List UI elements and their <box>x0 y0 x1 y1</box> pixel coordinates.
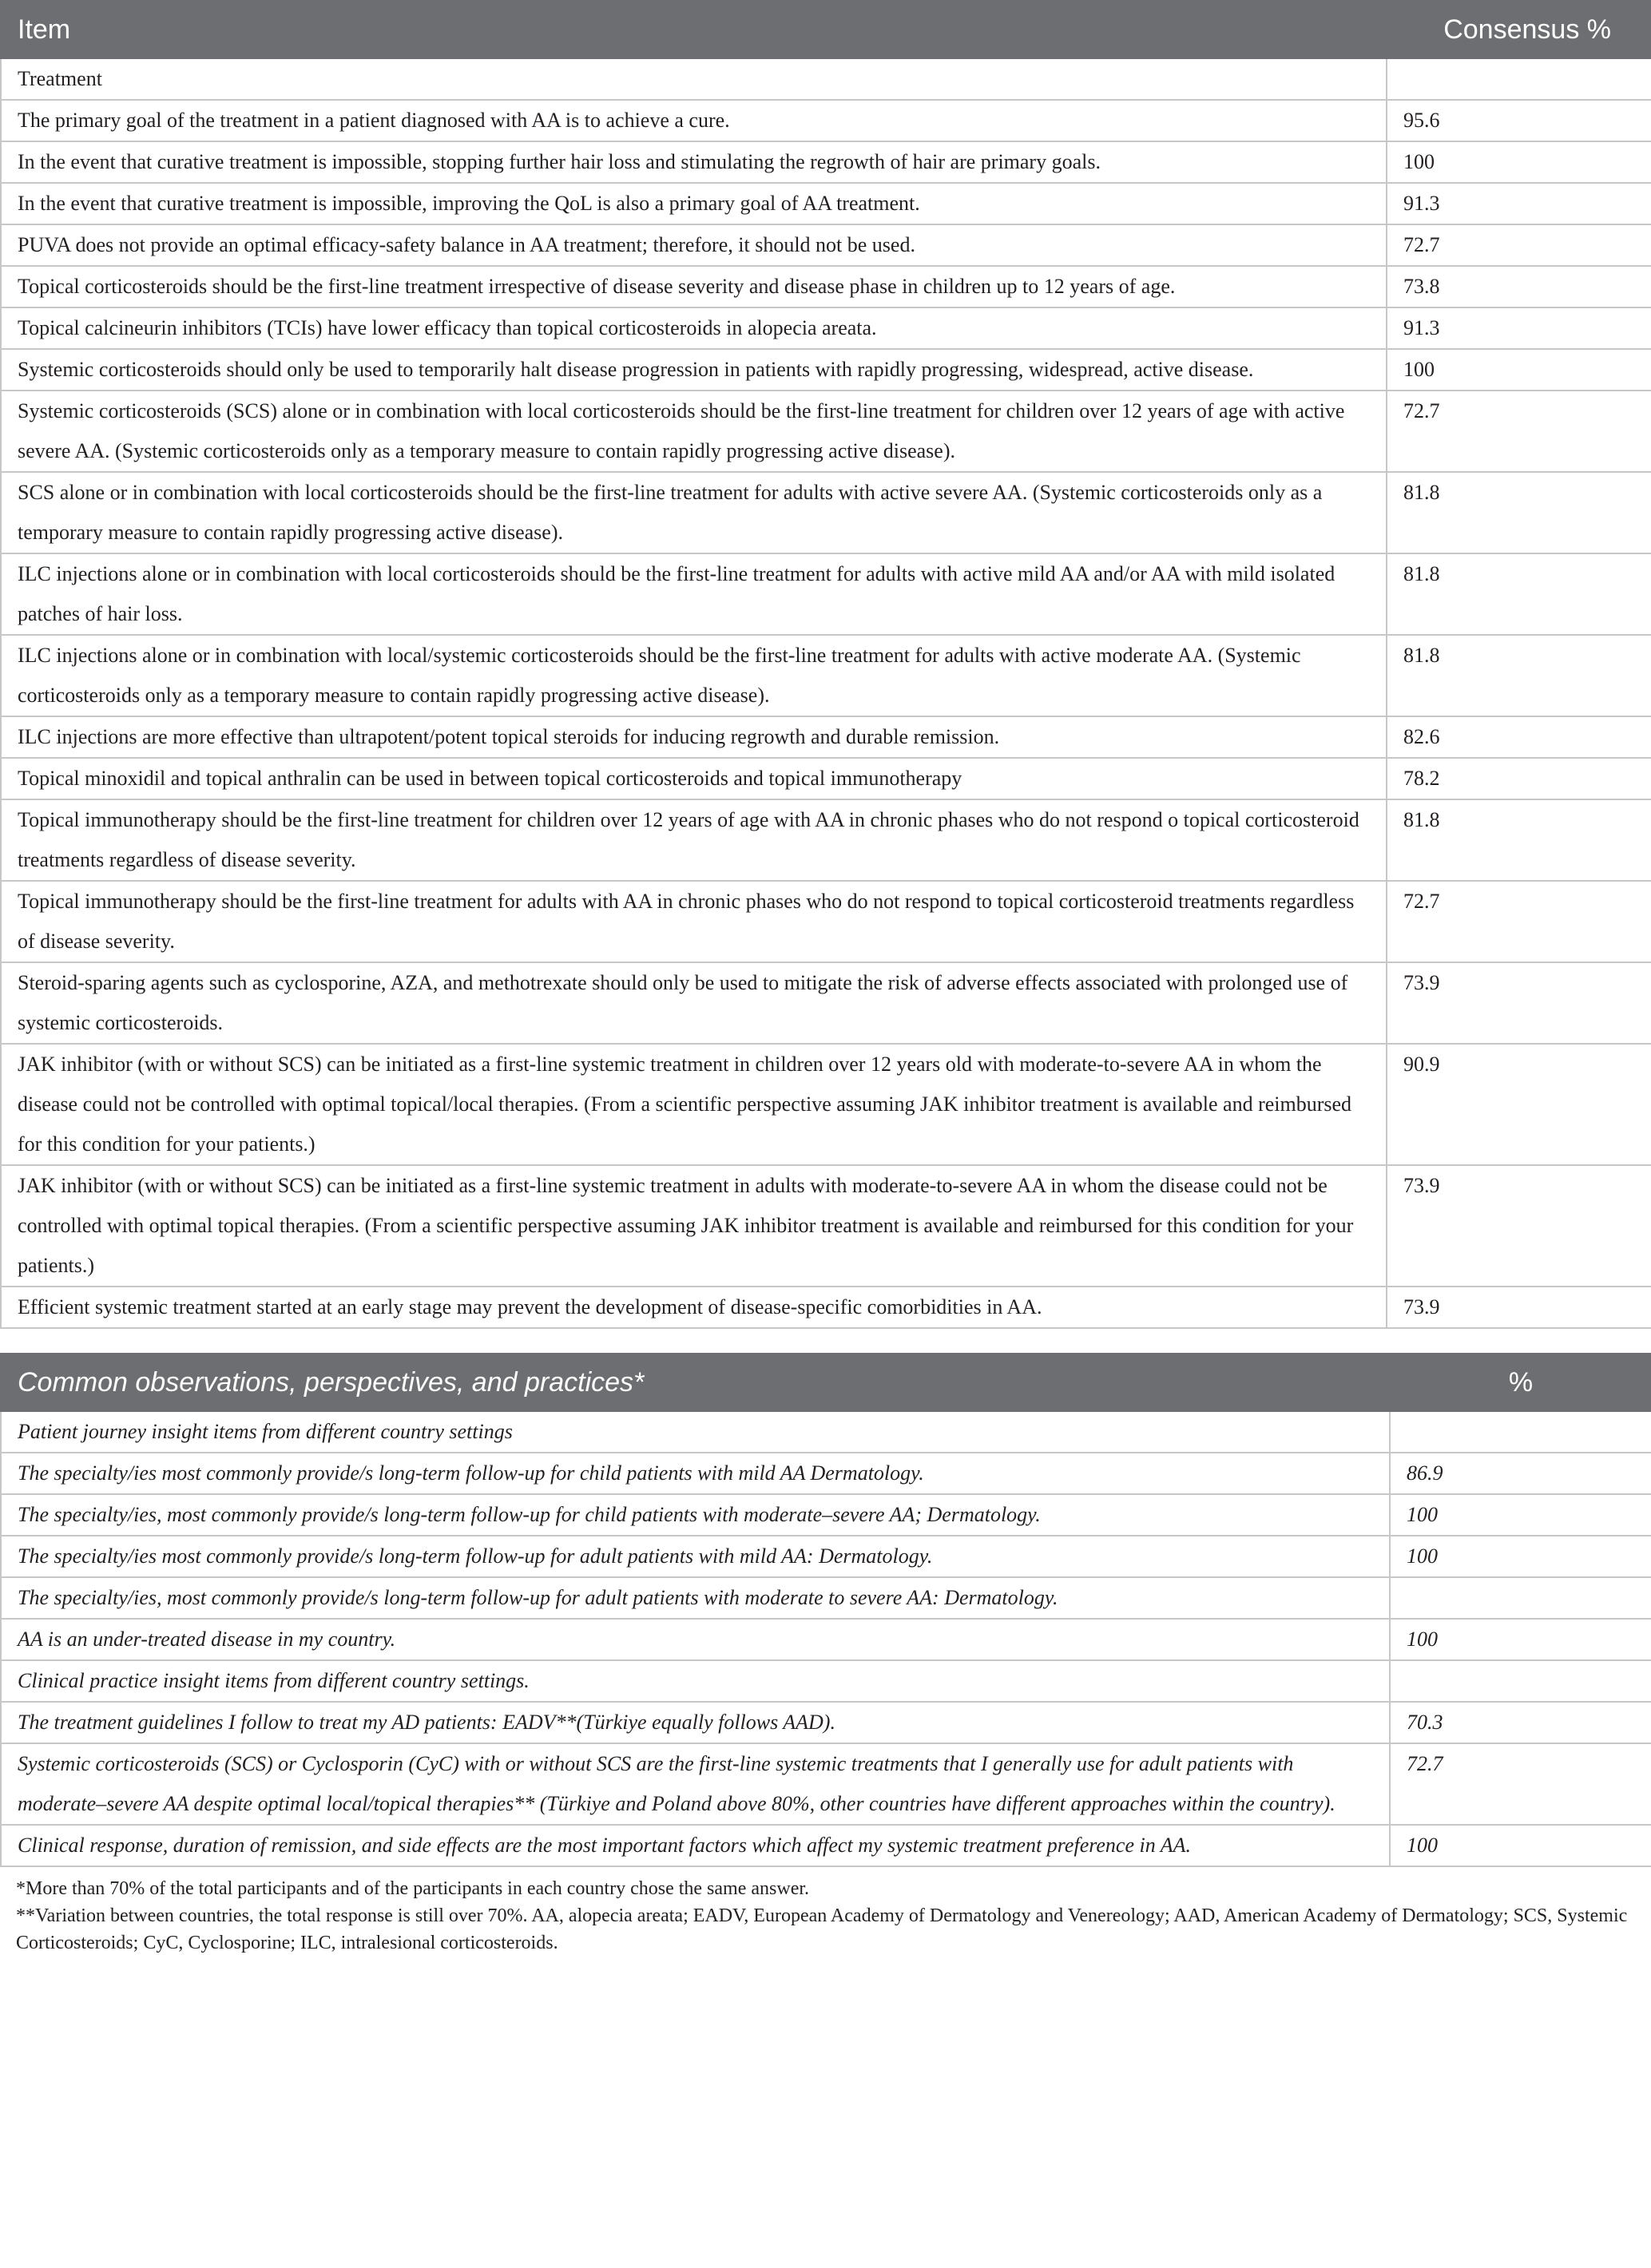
table-row <box>1 1044 1651 1165</box>
row-value: 100 <box>1390 1494 1651 1536</box>
row-value <box>1387 58 1651 100</box>
row-value: 90.9 <box>1387 1044 1651 1165</box>
table-row <box>1 1743 1651 1825</box>
row-item-text: Systemic corticosteroids (SCS) or Cyclosporin (CyC) with or without SCS are the first-line systemic treatments that I generally use for adult patients with moderate–severe AA despite optimal local/topical therapies** (Türkiye and Poland above 80%, other countries have different approaches within the country). <box>1 1743 1390 1825</box>
row-item-text: Topical immunotherapy should be the first-line treatment for adults with AA in chronic phases who do not respond to topical corticosteroid treatments regardless of disease severity. <box>1 881 1387 962</box>
row-value: 100 <box>1390 1619 1651 1660</box>
table-row <box>1 1287 1651 1328</box>
row-item-text: Topical minoxidil and topical anthralin can be used in between topical corticosteroids and topical immunotherapy <box>1 758 1387 799</box>
table-row <box>1 1453 1651 1494</box>
row-item-text: Systemic corticosteroids should only be used to temporarily halt disease progression in patients with rapidly progressing, widespread, active disease. <box>1 349 1387 391</box>
table-row <box>1 799 1651 881</box>
row-value: 73.9 <box>1387 1287 1651 1328</box>
row-item-text: PUVA does not provide an optimal efficacy-safety balance in AA treatment; therefore, it should not be used. <box>1 224 1387 266</box>
observations-table <box>0 1353 1651 1867</box>
table-row <box>1 1577 1651 1619</box>
row-value: 81.8 <box>1387 799 1651 881</box>
row-value: 70.3 <box>1390 1702 1651 1743</box>
table-row <box>1 349 1651 391</box>
row-item-text: The primary goal of the treatment in a patient diagnosed with AA is to achieve a cure. <box>1 100 1387 141</box>
row-value: 73.9 <box>1387 962 1651 1044</box>
row-value: 72.7 <box>1390 1743 1651 1825</box>
row-value: 86.9 <box>1390 1453 1651 1494</box>
row-value: 100 <box>1387 141 1651 183</box>
table-row <box>1 1702 1651 1743</box>
row-item-text: AA is an under-treated disease in my country. <box>1 1619 1390 1660</box>
row-value: 82.6 <box>1387 716 1651 758</box>
row-item-text: ILC injections alone or in combination with local corticosteroids should be the first-line treatment for adults with active mild AA and/or AA with mild isolated patches of hair loss. <box>1 553 1387 635</box>
row-value: 91.3 <box>1387 183 1651 224</box>
table-row <box>1 472 1651 553</box>
row-value: 81.8 <box>1387 635 1651 716</box>
row-item-text: Topical corticosteroids should be the first-line treatment irrespective of disease severity and disease phase in children up to 12 years of age. <box>1 266 1387 307</box>
table-header-row <box>1 1 1651 58</box>
table-header-row <box>1 1354 1651 1411</box>
table-row <box>1 1660 1651 1702</box>
row-value: 100 <box>1390 1825 1651 1866</box>
row-item-text: Topical calcineurin inhibitors (TCIs) have lower efficacy than topical corticosteroids in alopecia areata. <box>1 307 1387 349</box>
row-item-text: Treatment <box>1 58 1387 100</box>
row-item-text: Patient journey insight items from different country settings <box>1 1411 1390 1453</box>
table-row <box>1 1536 1651 1577</box>
row-value: 73.9 <box>1387 1165 1651 1287</box>
row-item-text: JAK inhibitor (with or without SCS) can be initiated as a first-line systemic treatment in children over 12 years old with moderate-to-severe AA in whom the disease could not be controlled with optimal topical/local therapies. (From a scientific perspective assuming JAK inhibitor treatment is available and reimbursed for this condition for your patients.) <box>1 1044 1387 1165</box>
row-value: 100 <box>1390 1536 1651 1577</box>
row-item-text: ILC injections alone or in combination with local/systemic corticosteroids should be the first-line treatment for adults with active moderate AA. (Systemic corticosteroids only as a temporary measure to contain rapidly progressing active disease). <box>1 635 1387 716</box>
table-row <box>1 183 1651 224</box>
row-value: 73.8 <box>1387 266 1651 307</box>
table-row <box>1 962 1651 1044</box>
row-item-text: The specialty/ies most commonly provide/s long-term follow-up for child patients with mild AA Dermatology. <box>1 1453 1390 1494</box>
table-row <box>1 758 1651 799</box>
column-header-item: Item <box>1 1 1387 58</box>
table-row <box>1 58 1651 100</box>
row-item-text: Clinical response, duration of remission, and side effects are the most important factors which affect my systemic treatment preference in AA. <box>1 1825 1390 1866</box>
table-row <box>1 307 1651 349</box>
consensus-table-body <box>1 58 1651 1328</box>
column-header-percent: % <box>1390 1354 1651 1411</box>
observations-table-body <box>1 1411 1651 1866</box>
row-item-text: In the event that curative treatment is impossible, improving the QoL is also a primary goal of AA treatment. <box>1 183 1387 224</box>
row-value <box>1390 1411 1651 1453</box>
table-row <box>1 100 1651 141</box>
table-row <box>1 1411 1651 1453</box>
table-row <box>1 635 1651 716</box>
table-row <box>1 224 1651 266</box>
row-item-text: Efficient systemic treatment started at an early stage may prevent the development of disease-specific comorbidities in AA. <box>1 1287 1387 1328</box>
table-footnotes <box>0 1867 1651 1957</box>
table-row <box>1 1165 1651 1287</box>
row-value: 81.8 <box>1387 472 1651 553</box>
table-row <box>1 141 1651 183</box>
row-item-text: JAK inhibitor (with or without SCS) can be initiated as a first-line systemic treatment in adults with moderate-to-severe AA in whom the disease could not be controlled with optimal topical therapies. (From a scientific perspective assuming JAK inhibitor treatment is available and reimbursed for this condition for your patients.) <box>1 1165 1387 1287</box>
row-item-text: SCS alone or in combination with local corticosteroids should be the first-line treatment for adults with active severe AA. (Systemic corticosteroids only as a temporary measure to contain rapidly progressing active disease). <box>1 472 1387 553</box>
row-item-text: Steroid-sparing agents such as cyclosporine, AZA, and methotrexate should only be used to mitigate the risk of adverse effects associated with prolonged use of systemic corticosteroids. <box>1 962 1387 1044</box>
row-item-text: ILC injections are more effective than ultrapotent/potent topical steroids for inducing regrowth and durable remission. <box>1 716 1387 758</box>
row-value: 72.7 <box>1387 881 1651 962</box>
footnote: *More than 70% of the total participants and of the participants in each country chose the same answer. <box>16 1878 810 1899</box>
table-row <box>1 553 1651 635</box>
row-value: 81.8 <box>1387 553 1651 635</box>
table-row <box>1 1825 1651 1866</box>
column-header-consensus: Consensus % <box>1387 1 1651 58</box>
row-item-text: The specialty/ies, most commonly provide/s long-term follow-up for child patients with moderate–severe AA; Dermatology. <box>1 1494 1390 1536</box>
row-value: 100 <box>1387 349 1651 391</box>
row-item-text: Topical immunotherapy should be the first-line treatment for children over 12 years of age with AA in chronic phases who do not respond o topical corticosteroid treatments regardless of disease severity. <box>1 799 1387 881</box>
table-row <box>1 1494 1651 1536</box>
row-value <box>1390 1577 1651 1619</box>
row-item-text: The treatment guidelines I follow to treat my AD patients: EADV**(Türkiye equally follows AAD). <box>1 1702 1390 1743</box>
table-row <box>1 391 1651 472</box>
row-item-text: Clinical practice insight items from different country settings. <box>1 1660 1390 1702</box>
row-value: 95.6 <box>1387 100 1651 141</box>
table-row <box>1 1619 1651 1660</box>
row-item-text: The specialty/ies most commonly provide/s long-term follow-up for adult patients with mild AA: Dermatology. <box>1 1536 1390 1577</box>
column-header-observation: Common observations, perspectives, and practices* <box>1 1354 1390 1411</box>
table-row <box>1 881 1651 962</box>
table-row <box>1 716 1651 758</box>
row-item-text: Systemic corticosteroids (SCS) alone or in combination with local corticosteroids should be the first-line treatment for children over 12 years of age with active severe AA. (Systemic corticosteroids only as a temporary measure to contain rapidly progressing active disease). <box>1 391 1387 472</box>
row-value: 91.3 <box>1387 307 1651 349</box>
row-item-text: The specialty/ies, most commonly provide/s long-term follow-up for adult patients with moderate to severe AA: Dermatology. <box>1 1577 1390 1619</box>
footnote: **Variation between countries, the total response is still over 70%. AA, alopecia areata; EADV, European Academy of Dermatology and Venereology; AAD, American Academy of Dermatology; SCS, Systemic Corticosteroids; CyC, Cyclosporine; ILC, intralesional corticosteroids. <box>16 1905 1628 1953</box>
table-row <box>1 266 1651 307</box>
row-value: 78.2 <box>1387 758 1651 799</box>
row-value: 72.7 <box>1387 224 1651 266</box>
row-item-text: In the event that curative treatment is impossible, stopping further hair loss and stimulating the regrowth of hair are primary goals. <box>1 141 1387 183</box>
row-value <box>1390 1660 1651 1702</box>
row-value: 72.7 <box>1387 391 1651 472</box>
